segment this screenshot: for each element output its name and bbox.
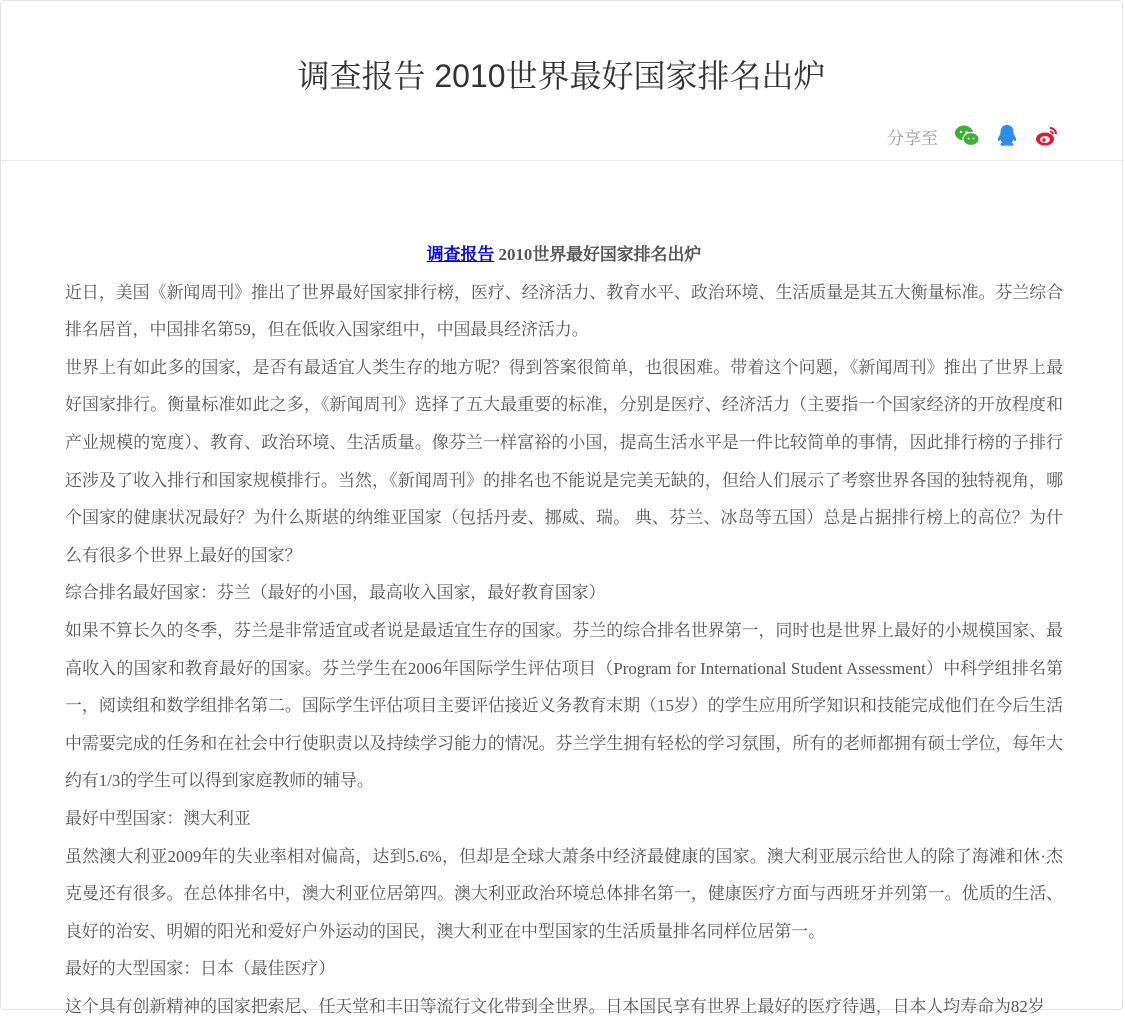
article-body	[65, 236, 1063, 1025]
wechat-icon[interactable]	[954, 123, 980, 149]
heading-link[interactable]: 调查报告	[426, 245, 495, 264]
article-header	[1, 1, 1122, 161]
paragraph: 近日，美国《新闻周刊》推出了世界最好国家排行榜，医疗、经济活力、教育水平、政治环境、生活质量是其五大衡量标准。芬兰综合排名居首，中国排名第59，但在低收入国家组中，中国最具经济活力。	[65, 282, 1063, 340]
section-heading: 最好中型国家：澳大利亚	[65, 808, 251, 828]
article-heading	[65, 236, 1063, 274]
share-label: 分享至	[887, 128, 938, 149]
paragraph: 这个具有创新精神的国家把索尼、任天堂和丰田等流行文化带到全世界。日本国民享有世界上最好的医疗待遇，日本人均寿命为82岁	[65, 996, 1045, 1016]
paragraph: 世界上有如此多的国家，是否有最适宜人类生存的地方呢？得到答案很简单，也很困难。带着这个问题，《新闻周刊》推出了世界上最好国家排行。衡量标准如此之多，《新闻周刊》选择了五大最重要的标准，分别是医疗、经济活力（主要指一个国家经济的开放程度和产业规模的宽度）、教育、政治环境、生活质量。像芬兰一样富裕的小国，提高生活水平是一件比较简单的事情，因此排行榜的子排行还涉及了收入排行和国家规模排行。当然，《新闻周刊》的排名也不能说是完美无缺的，但给人们展示了考察世界各国的独特视角，哪个国家的健康状况最好？为什么斯堪的纳维亚国家（包括丹麦、挪威、瑞。 典、芬兰、冰岛等五国）总是占据排行榜上的高位？为什么有很多个世界上最好的国家？	[65, 357, 1063, 565]
paragraph: 如果不算长久的冬季，芬兰是非常适宜或者说是最适宜生存的国家。芬兰的综合排名世界第一，同时也是世界上最好的小规模国家、最高收入的国家和教育最好的国家。芬兰学生在2006年国际学生评估项目（Program for International Student Assessment）中科学组排名第一，阅读组和数学组排名第二。国际学生评估项目主要评估接近义务教育末期（15岁）的学生应用所学知识和技能完成他们在今后生活中需要完成的任务和在社会中行使职责以及持续学习能力的情况。芬兰学生拥有轻松的学习氛围，所有的老师都拥有硕士学位，每年大约有1/3的学生可以得到家庭教师的辅导。	[65, 620, 1063, 791]
share-bar	[887, 123, 1060, 149]
section-heading: 综合排名最好国家：芬兰（最好的小国，最高收入国家，最好教育国家）	[65, 583, 606, 603]
qq-icon[interactable]	[994, 123, 1020, 149]
page-title: 调查报告 2010世界最好国家排名出炉	[297, 58, 826, 94]
paragraph: 虽然澳大利亚2009年的失业率相对偏高，达到5.6%，但却是全球大萧条中经济最健康的国家。澳大利亚展示给世人的除了海滩和休·杰克曼还有很多。在总体排名中，澳大利亚位居第四。澳大利亚政治环境总体排名第一，健康医疗方面与西班牙并列第一。优质的生活、良好的治安、明媚的阳光和爱好户外运动的国民，澳大利亚在中型国家的生活质量排名同样位居第一。	[65, 846, 1063, 941]
heading-text: 2010世界最好国家排名出炉	[494, 245, 702, 264]
section-heading: 最好的大型国家：日本（最佳医疗）	[65, 959, 336, 979]
weibo-icon[interactable]	[1034, 123, 1060, 149]
